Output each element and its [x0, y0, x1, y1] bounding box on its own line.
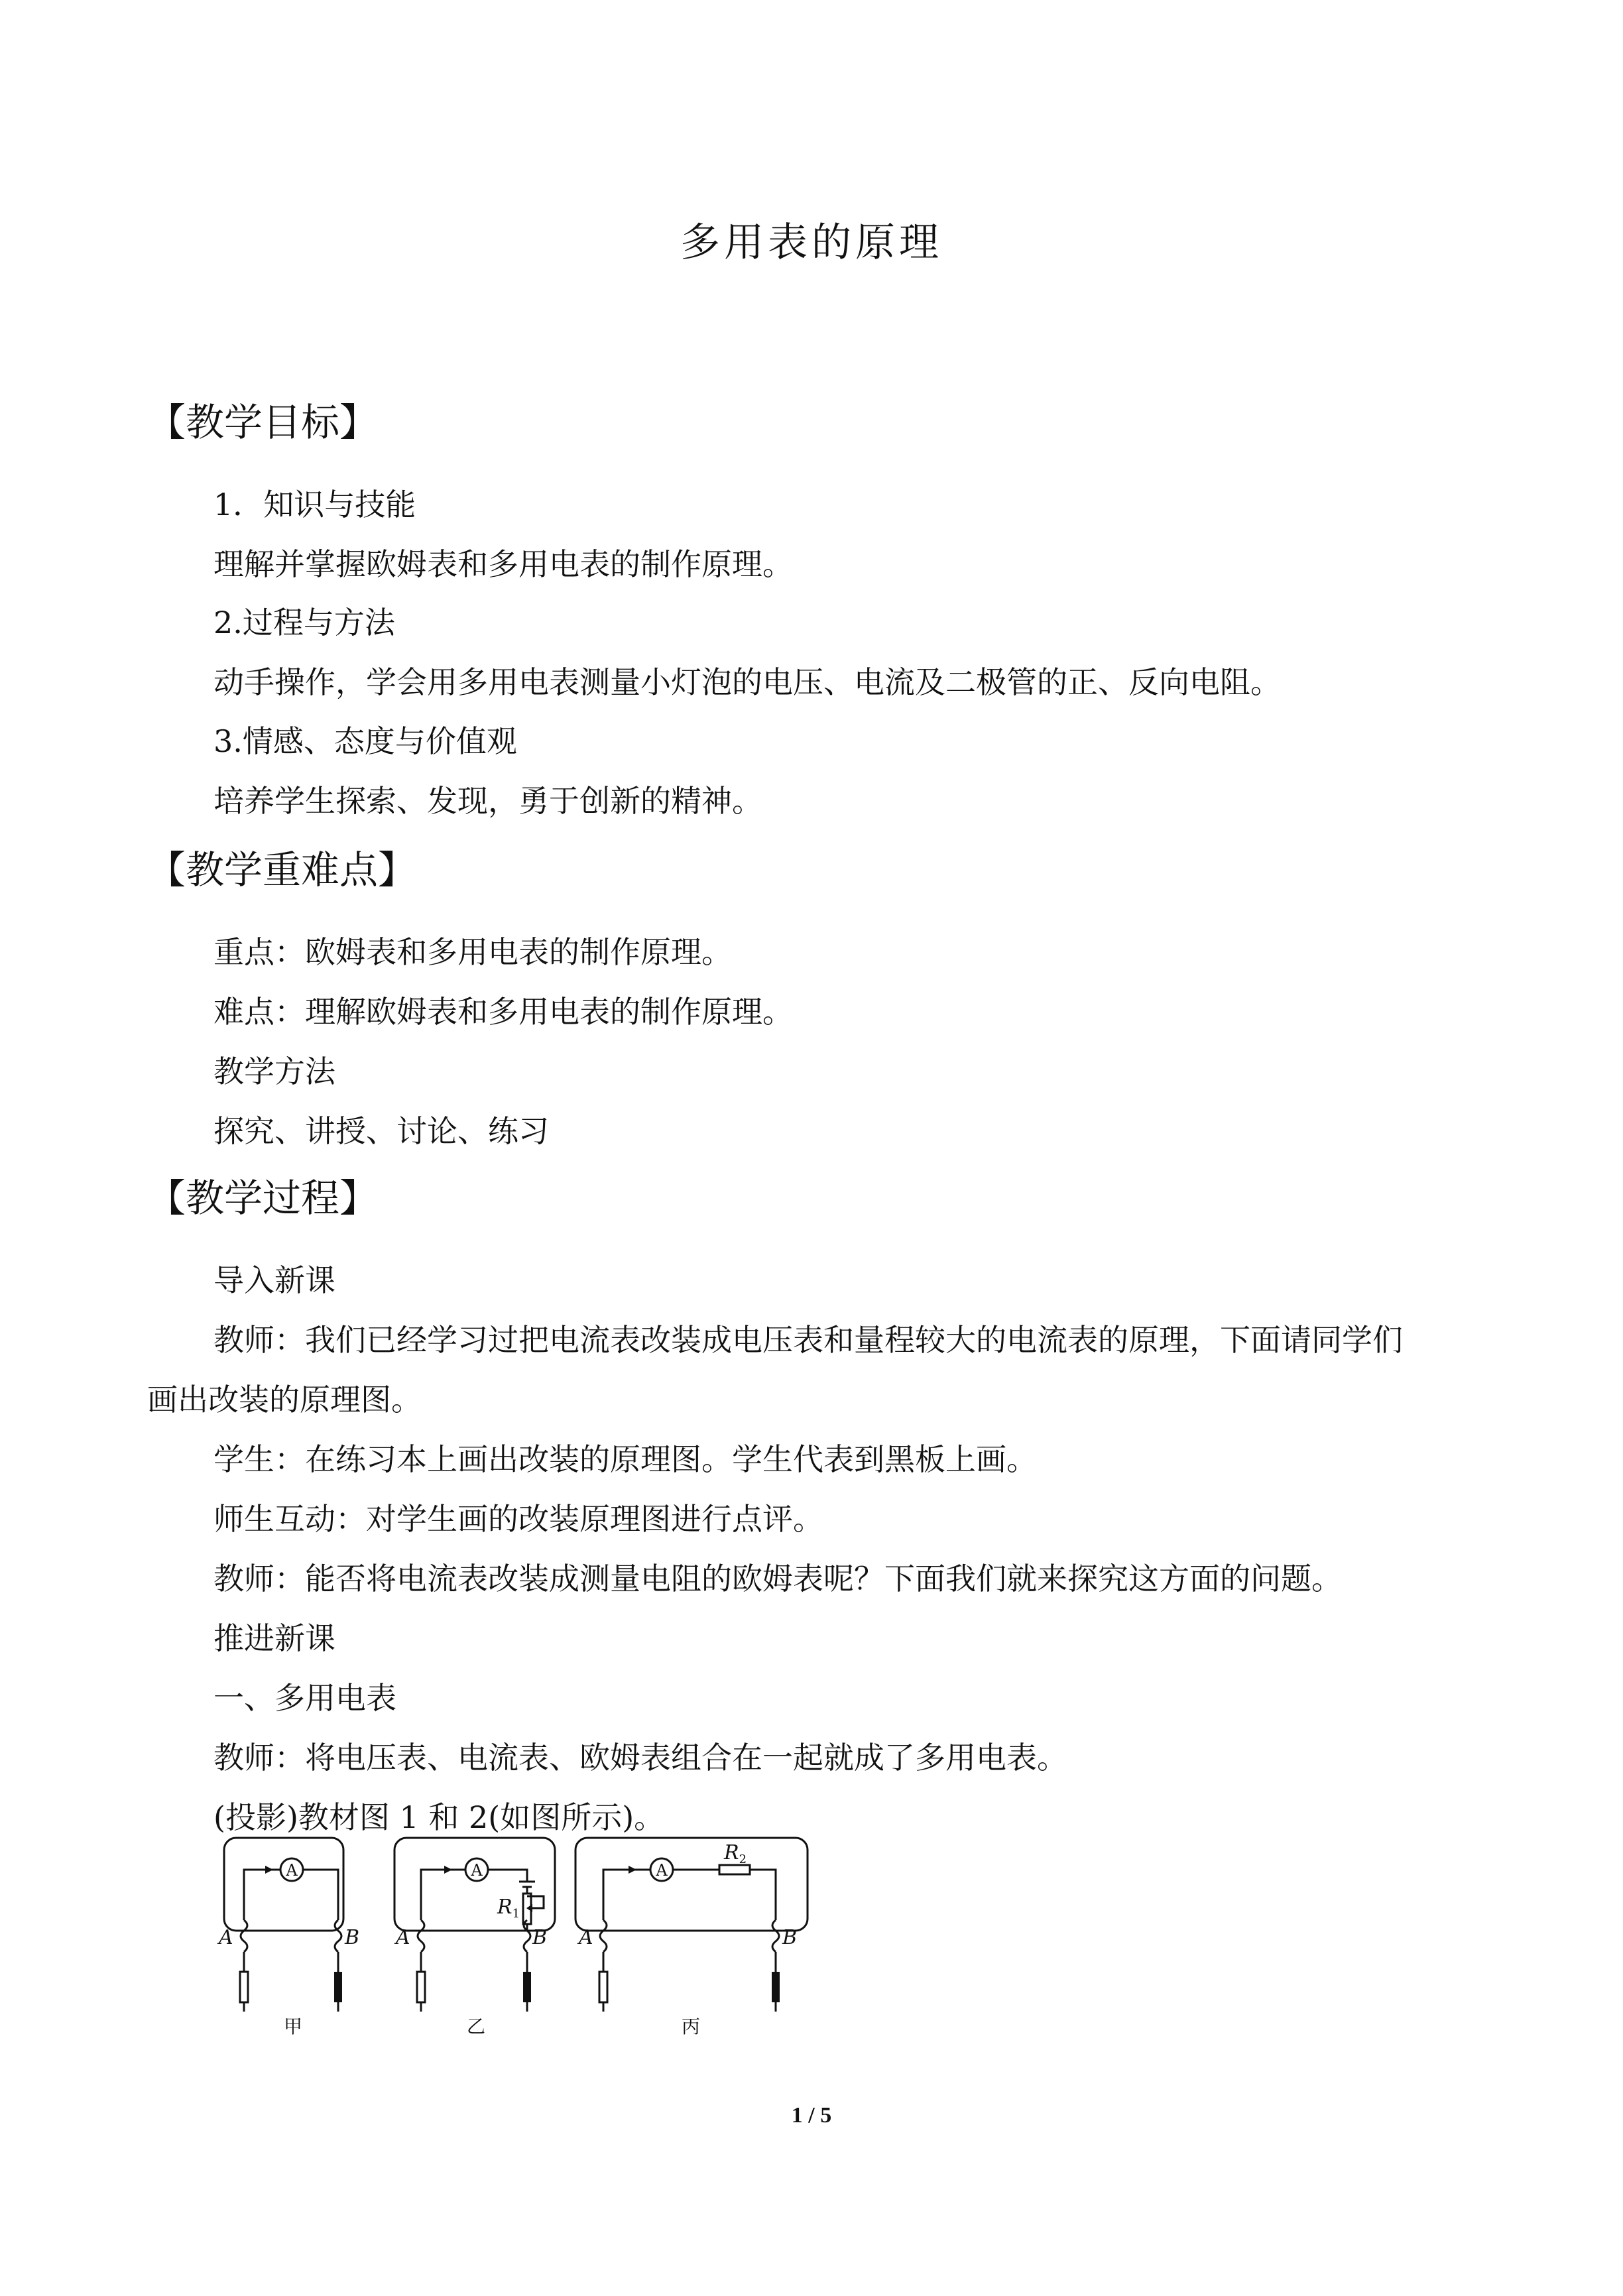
terminal-label-a: A: [396, 1926, 410, 1949]
process-text: 学生：在练习本上画出改装的原理图。学生代表到黑板上画。: [213, 1441, 1037, 1477]
objective-item: 2.过程与方法: [213, 605, 395, 640]
page-number: 1 / 5: [791, 2103, 832, 2128]
objective-text: 理解并掌握欧姆表和多用电表的制作原理。: [213, 546, 793, 582]
figure-caption-jia: 甲: [283, 2016, 303, 2035]
process-text: 教师：能否将电流表改装成测量电阻的欧姆表呢？下面我们就来探究这方面的问题。: [213, 1561, 1342, 1597]
objective-item: 1．知识与技能: [213, 487, 416, 522]
method-heading: 教学方法: [213, 1054, 335, 1089]
process-text: 教师：我们已经学习过把电流表改装成电压表和量程较大的电流表的原理，下面请同学们: [213, 1322, 1403, 1358]
ammeter-symbol: A: [656, 1861, 668, 1880]
section-heading-process: 【教学过程】: [147, 1176, 379, 1221]
resistor-label-r1: $R_1$: [497, 1896, 520, 1921]
objective-item: 3.情感、态度与价值观: [213, 723, 517, 759]
circuit-diagram-jia: [224, 1838, 343, 2012]
resistor-label-r2: $R_2$: [724, 1841, 747, 1866]
process-text: 教师：将电压表、电流表、欧姆表组合在一起就成了多用电表。: [213, 1740, 1067, 1776]
section-heading-objectives: 【教学目标】: [147, 400, 379, 445]
terminal-label-a: A: [219, 1926, 233, 1949]
method-text: 探究、讲授、讨论、练习: [213, 1113, 549, 1149]
terminal-label-b: B: [782, 1926, 798, 1949]
process-text: 师生互动：对学生画的改装原理图进行点评。: [213, 1501, 823, 1537]
circuit-figure: [199, 1830, 822, 2035]
process-text-continued: 画出改装的原理图。: [147, 1382, 422, 1418]
page-title: 多用表的原理: [680, 219, 943, 266]
figure-caption-bing: 丙: [681, 2016, 701, 2035]
terminal-label-b: B: [345, 1926, 360, 1949]
key-point-text: 重点：欧姆表和多用电表的制作原理。: [213, 934, 732, 970]
objective-text: 培养学生探索、发现，勇于创新的精神。: [213, 783, 762, 819]
terminal-label-a: A: [579, 1926, 593, 1949]
process-subheading: 导入新课: [213, 1262, 335, 1298]
figure-caption-yi: 乙: [466, 2016, 486, 2035]
terminal-label-b: B: [532, 1926, 548, 1949]
process-subheading: 一、多用电表: [213, 1680, 396, 1716]
ammeter-symbol: A: [286, 1861, 298, 1880]
process-text: (投影)教材图 1 和 2(如图所示)。: [213, 1799, 665, 1835]
key-point-text: 难点：理解欧姆表和多用电表的制作原理。: [213, 994, 793, 1030]
process-subheading: 推进新课: [213, 1620, 335, 1656]
objective-text: 动手操作，学会用多用电表测量小灯泡的电压、电流及二极管的正、反向电阻。: [213, 664, 1281, 700]
ammeter-symbol: A: [471, 1861, 483, 1880]
section-heading-key-points: 【教学重难点】: [147, 847, 417, 892]
